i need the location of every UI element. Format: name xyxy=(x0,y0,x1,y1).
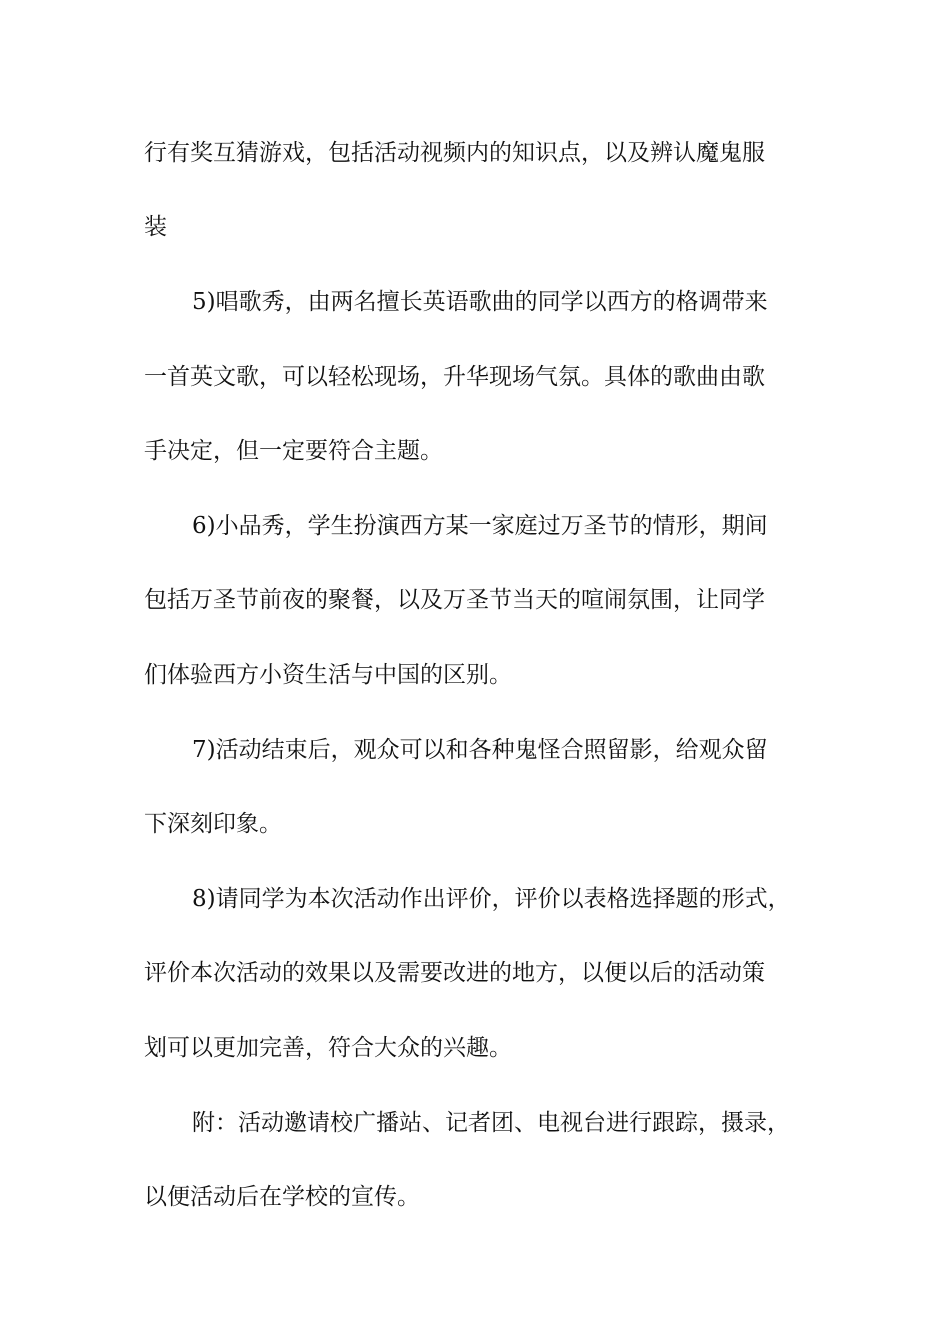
text-line: 们体验西方小资生活与中国的区别。 xyxy=(144,662,512,688)
text-line: 附：活动邀请校广播站、记者团、电视台进行跟踪，摄录， xyxy=(192,1110,790,1136)
text-line: 包括万圣节前夜的聚餐，以及万圣节当天的喧闹氛围，让同学 xyxy=(144,587,765,613)
text-line: 8)请同学为本次活动作出评价，评价以表格选择题的形式， xyxy=(192,886,791,912)
text-line: 一首英文歌，可以轻松现场，升华现场气氛。具体的歌曲由歌 xyxy=(144,364,765,390)
text-line: 下深刻印象。 xyxy=(144,811,282,837)
text-line: 以便活动后在学校的宣传。 xyxy=(144,1184,420,1210)
text-line: 划可以更加完善，符合大众的兴趣。 xyxy=(144,1035,512,1061)
text-line: 6)小品秀，学生扮演西方某一家庭过万圣节的情形，期间 xyxy=(192,513,768,539)
text-line: 评价本次活动的效果以及需要改进的地方，以便以后的活动策 xyxy=(144,960,765,986)
text-line: 手决定，但一定要符合主题。 xyxy=(144,438,443,464)
text-line: 5)唱歌秀，由两名擅长英语歌曲的同学以西方的格调带来 xyxy=(192,289,768,315)
text-line: 7)活动结束后，观众可以和各种鬼怪合照留影，给观众留 xyxy=(192,737,768,763)
text-line: 装 xyxy=(144,214,167,240)
text-line: 行有奖互猜游戏，包括活动视频内的知识点，以及辨认魔鬼服 xyxy=(144,140,765,166)
